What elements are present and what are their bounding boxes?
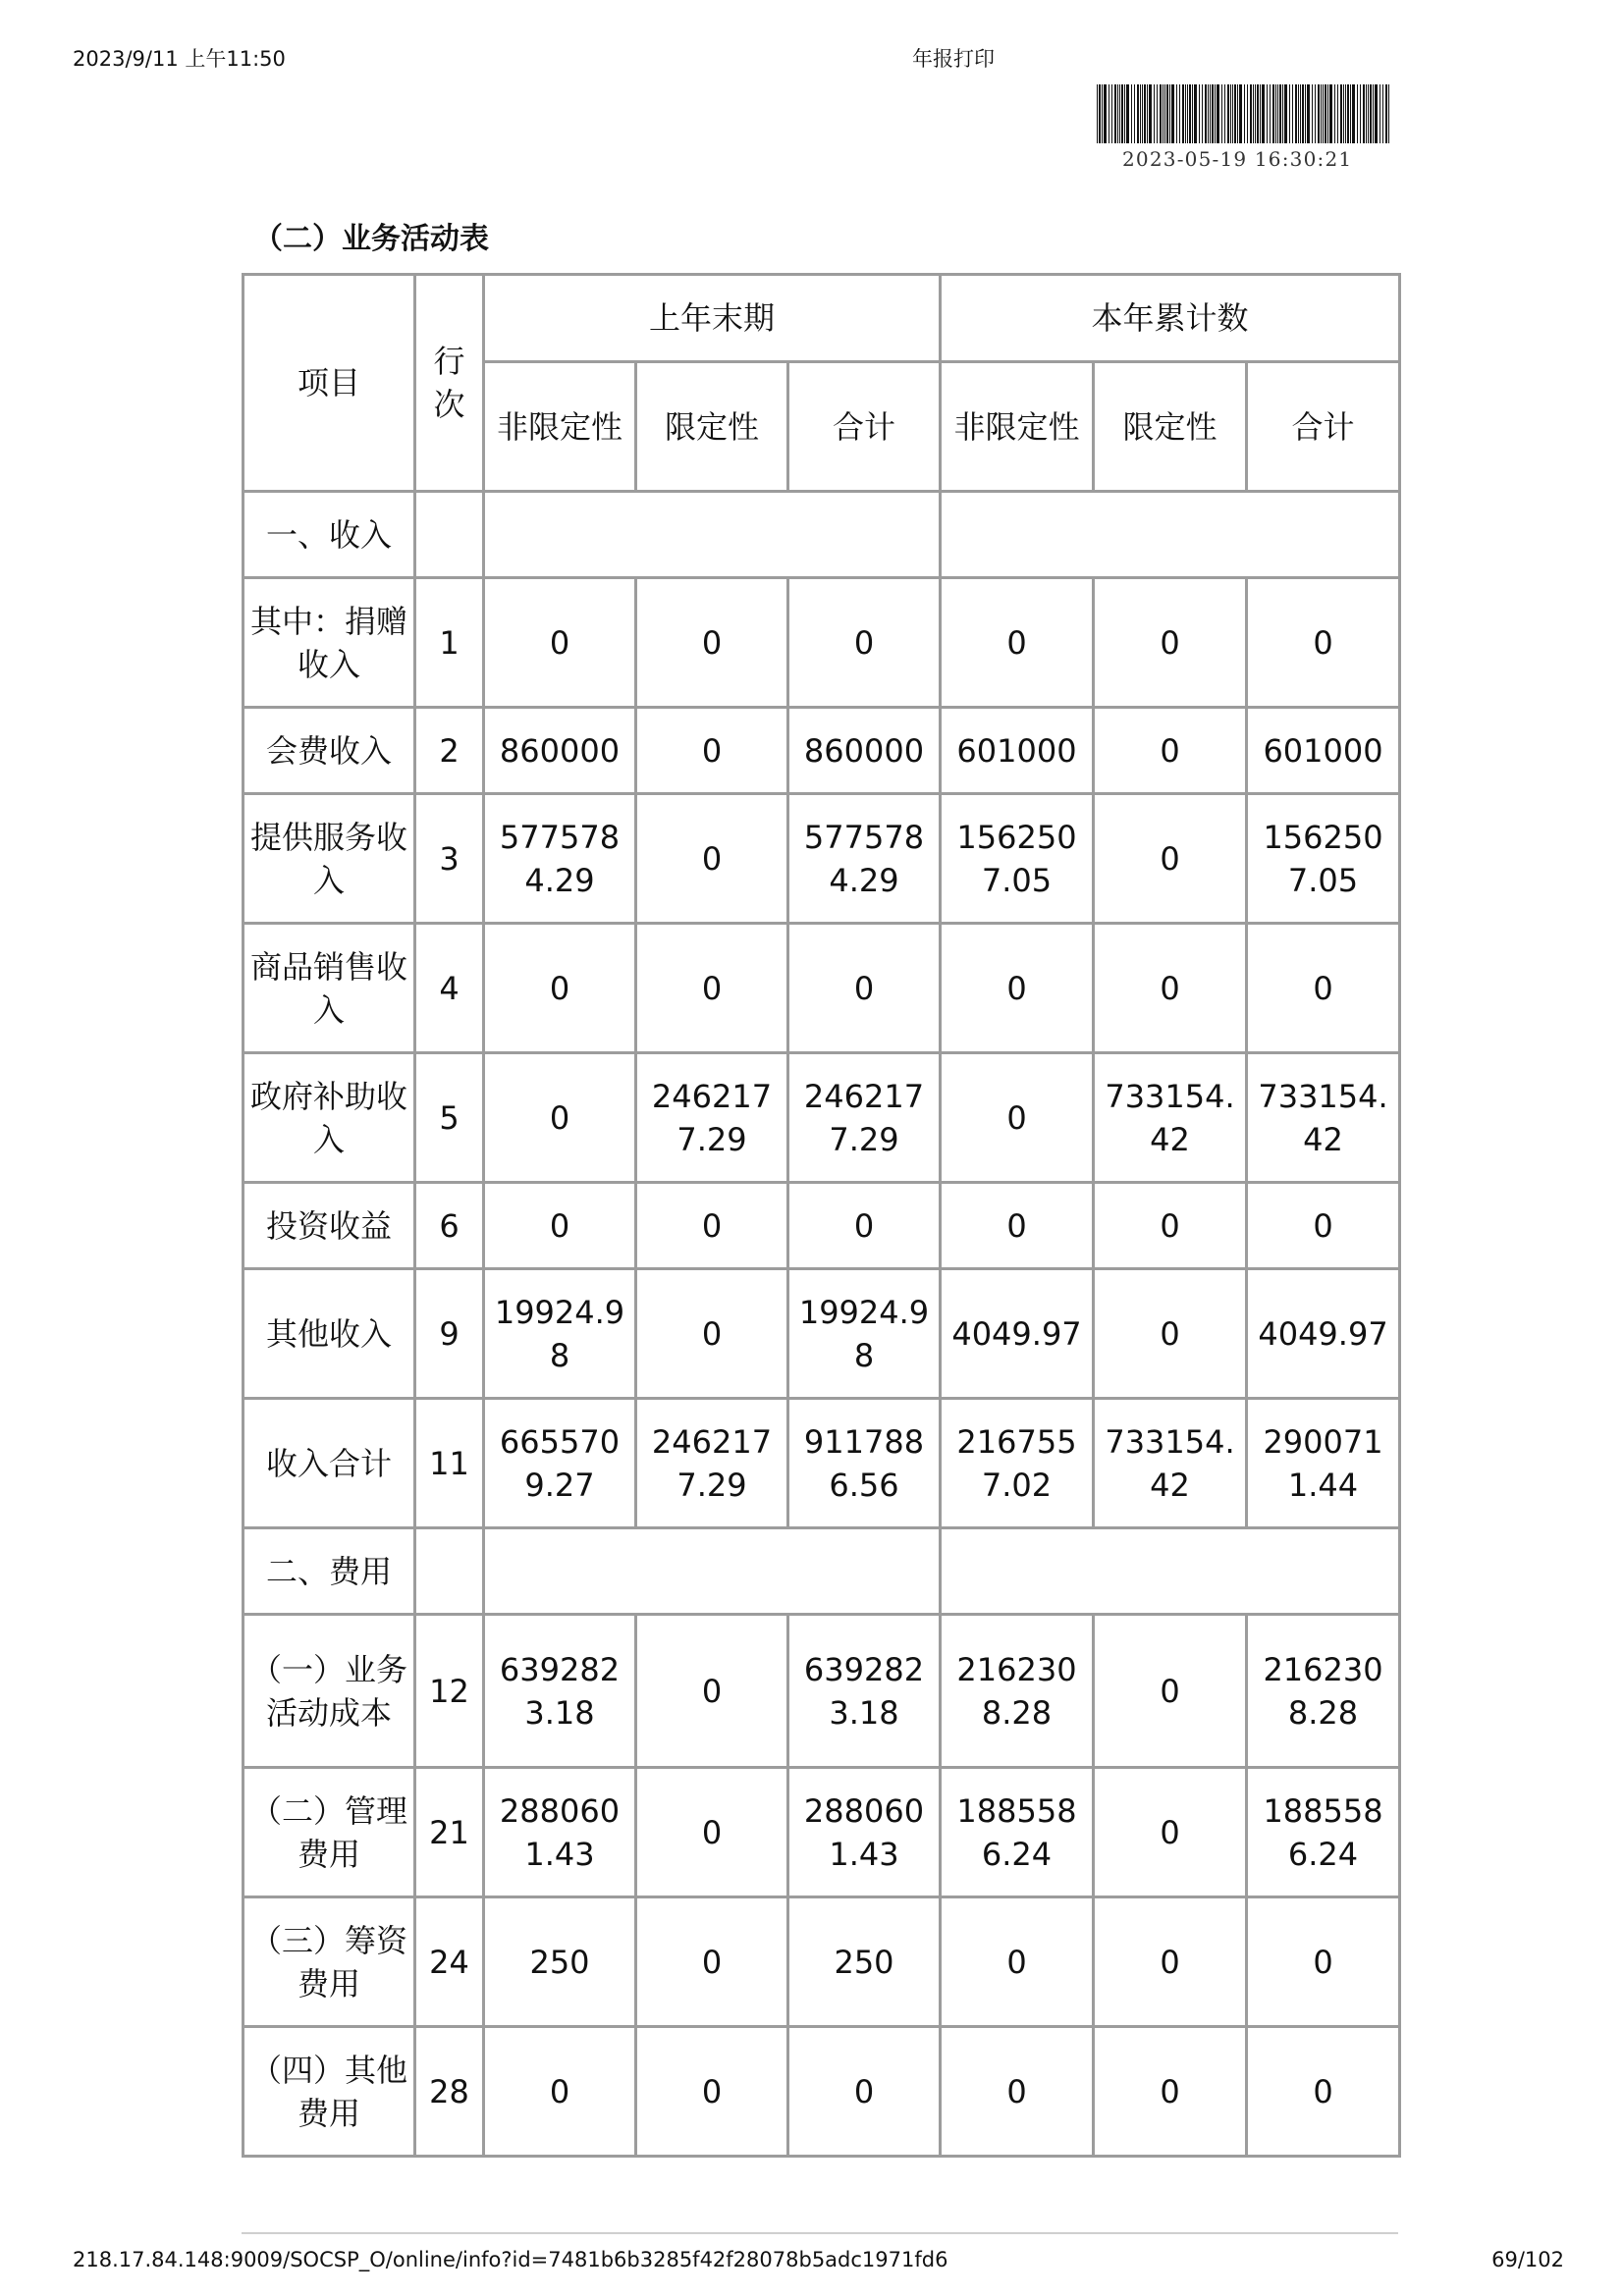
item-label: （二）管理费用: [243, 1768, 415, 1897]
header-item: 项目: [243, 275, 415, 492]
value-cell: 4049.97: [1247, 1269, 1400, 1399]
header-prev-restricted: 限定性: [636, 362, 788, 492]
value-cell: 0: [1247, 2027, 1400, 2157]
barcode-bar: [1325, 84, 1326, 143]
item-label: 会费收入: [243, 708, 415, 794]
barcode-bar: [1255, 84, 1256, 143]
value-cell: 2900711.44: [1247, 1399, 1400, 1528]
item-label: 投资收益: [243, 1183, 415, 1269]
value-cell: 0: [1094, 1269, 1247, 1399]
value-cell: 0: [788, 1183, 941, 1269]
barcode-bar: [1104, 84, 1107, 143]
table-row: [243, 1053, 1400, 1183]
value-cell: 0: [636, 1768, 788, 1897]
value-cell: 6392823.18: [788, 1615, 941, 1768]
item-label: 政府补助收入: [243, 1053, 415, 1183]
value-cell: 250: [788, 1897, 941, 2027]
barcode-bar: [1210, 84, 1211, 143]
header-current-period: 本年累计数: [941, 275, 1400, 362]
barcode-bar: [1329, 84, 1332, 143]
barcode-bar: [1097, 84, 1098, 143]
item-label: （一）业务活动成本: [243, 1615, 415, 1768]
value-cell: 860000: [788, 708, 941, 794]
row-number: 12: [415, 1615, 484, 1768]
barcode-bar: [1327, 84, 1328, 143]
value-cell: 2162308.28: [941, 1615, 1094, 1768]
barcode-bar: [1224, 84, 1225, 143]
barcode-bar: [1176, 84, 1177, 143]
row-number: 28: [415, 2027, 484, 2157]
header-prev-period: 上年末期: [484, 275, 941, 362]
item-label: 收入合计: [243, 1399, 415, 1528]
table-row: [243, 708, 1400, 794]
value-cell: 0: [1094, 1897, 1247, 2027]
value-cell: 19924.98: [788, 1269, 941, 1399]
value-cell: 2880601.43: [788, 1768, 941, 1897]
barcode-bar: [1114, 84, 1116, 143]
value-cell: 0: [636, 1183, 788, 1269]
barcode-bar: [1260, 84, 1261, 143]
barcode-bar: [1208, 84, 1209, 143]
barcode-bar: [1192, 84, 1193, 143]
row-number: [415, 1528, 484, 1615]
item-label: 其中：捐赠收入: [243, 578, 415, 708]
value-cell: 0: [1247, 1183, 1400, 1269]
barcode-bar: [1366, 84, 1367, 143]
header-cur-restricted: 限定性: [1094, 362, 1247, 492]
value-cell: 5775784.29: [788, 794, 941, 924]
value-cell: 0: [788, 578, 941, 708]
value-cell: 0: [1094, 708, 1247, 794]
value-cell: 0: [636, 1269, 788, 1399]
barcode-bar: [1385, 84, 1387, 143]
table-row: [243, 924, 1400, 1053]
barcode-bar: [1302, 84, 1304, 143]
header-cur-total: 合计: [1247, 362, 1400, 492]
footer-url: 218.17.84.148:9009/SOCSP_O/online/info?id=7481b6b3285f42f28078b5adc1971fd6: [73, 2248, 948, 2271]
table-row: [243, 1399, 1400, 1528]
value-cell: 733154.42: [1094, 1053, 1247, 1183]
barcode-bar: [1305, 84, 1306, 143]
barcode-bar: [1247, 84, 1248, 143]
barcode-bar: [1221, 84, 1222, 143]
barcode-bar: [1360, 84, 1361, 143]
barcode-bar: [1199, 84, 1200, 143]
barcode-bar: [1334, 84, 1335, 143]
barcode-bar: [1315, 84, 1316, 143]
barcode-bar: [1275, 84, 1276, 143]
value-cell: 2462177.29: [788, 1053, 941, 1183]
print-title: 年报打印: [912, 47, 995, 71]
value-cell: 1885586.24: [1247, 1768, 1400, 1897]
barcode-bar: [1144, 84, 1146, 143]
barcode-bar: [1295, 84, 1297, 143]
barcode-bar: [1205, 84, 1207, 143]
barcode-bar: [1182, 84, 1184, 143]
header-prev-unrestricted: 非限定性: [484, 362, 636, 492]
value-cell: 0: [941, 1183, 1094, 1269]
value-cell: 0: [941, 578, 1094, 708]
value-cell: 0: [941, 924, 1094, 1053]
barcode-bar: [1119, 84, 1120, 143]
page-number: 69/102: [1491, 2248, 1564, 2271]
header-cur-unrestricted: 非限定性: [941, 362, 1094, 492]
barcode-bar: [1154, 84, 1155, 143]
barcode-bar: [1179, 84, 1180, 143]
section-row: [243, 492, 1400, 578]
barcode-bar: [1250, 84, 1252, 143]
barcode-bar: [1289, 84, 1290, 143]
value-cell: 5775784.29: [484, 794, 636, 924]
section-row: [243, 1528, 1400, 1615]
table-row: [243, 2027, 1400, 2157]
barcode-bar: [1194, 84, 1197, 143]
value-cell: 733154.42: [1247, 1053, 1400, 1183]
value-cell: 0: [1247, 578, 1400, 708]
value-cell: 0: [941, 2027, 1094, 2157]
barcode-bar: [1126, 84, 1129, 143]
value-cell: 0: [636, 1897, 788, 2027]
barcode-bar: [1267, 84, 1268, 143]
value-cell: 19924.98: [484, 1269, 636, 1399]
barcode-bar: [1347, 84, 1349, 143]
value-cell: 0: [1094, 2027, 1247, 2157]
barcode-bar: [1292, 84, 1293, 143]
barcode-bar: [1227, 84, 1229, 143]
row-number: 2: [415, 708, 484, 794]
value-cell: 9117886.56: [788, 1399, 941, 1528]
value-cell: 250: [484, 1897, 636, 2027]
item-label: 其他收入: [243, 1269, 415, 1399]
row-number: 4: [415, 924, 484, 1053]
value-cell: 2167557.02: [941, 1399, 1094, 1528]
value-cell: 0: [484, 924, 636, 1053]
empty-cell: [484, 492, 941, 578]
barcode-bar: [1253, 84, 1254, 143]
barcode-bar: [1279, 84, 1281, 143]
barcode-bar: [1121, 84, 1123, 143]
value-cell: 2880601.43: [484, 1768, 636, 1897]
barcode-bar: [1166, 84, 1168, 143]
barcode-bar: [1282, 84, 1283, 143]
value-cell: 0: [941, 1053, 1094, 1183]
barcode-bar: [1375, 84, 1378, 143]
row-number: [415, 492, 484, 578]
barcode-bar: [1337, 84, 1338, 143]
barcode-bar: [1345, 84, 1346, 143]
value-cell: 0: [941, 1897, 1094, 2027]
barcode-image: [1097, 84, 1391, 143]
barcode-bar: [1257, 84, 1259, 143]
value-cell: 0: [788, 924, 941, 1053]
barcode-bar: [1352, 84, 1355, 143]
barcode-bar: [1307, 84, 1310, 143]
barcode-bar: [1134, 84, 1135, 143]
value-cell: 0: [636, 708, 788, 794]
barcode-bar: [1230, 84, 1231, 143]
value-cell: 1562507.05: [941, 794, 1094, 924]
row-number: 5: [415, 1053, 484, 1183]
barcode-bar: [1373, 84, 1374, 143]
value-cell: 0: [1247, 924, 1400, 1053]
value-cell: 0: [484, 2027, 636, 2157]
barcode-bar: [1312, 84, 1313, 143]
barcode-bar: [1270, 84, 1271, 143]
barcode-bar: [1157, 84, 1158, 143]
barcode-bar: [1142, 84, 1143, 143]
barcode-bar: [1147, 84, 1148, 143]
barcode-bar: [1202, 84, 1203, 143]
barcode-bar: [1382, 84, 1383, 143]
barcode-bar: [1217, 84, 1219, 143]
barcode-bar: [1189, 84, 1191, 143]
barcode-bar: [1323, 84, 1324, 143]
value-cell: 0: [788, 2027, 941, 2157]
value-cell: 0: [636, 794, 788, 924]
header-prev-total: 合计: [788, 362, 941, 492]
barcode-bar: [1117, 84, 1118, 143]
barcode-bar: [1131, 84, 1132, 143]
value-cell: 0: [484, 1183, 636, 1269]
item-label: （三）筹资费用: [243, 1897, 415, 2027]
value-cell: 733154.42: [1094, 1399, 1247, 1528]
barcode-bar: [1171, 84, 1174, 143]
row-number: 9: [415, 1269, 484, 1399]
barcode-bar: [1185, 84, 1186, 143]
barcode-bar: [1232, 84, 1233, 143]
value-cell: 6655709.27: [484, 1399, 636, 1528]
barcode-bar: [1277, 84, 1278, 143]
value-cell: 4049.97: [941, 1269, 1094, 1399]
row-number: 3: [415, 794, 484, 924]
value-cell: 601000: [941, 708, 1094, 794]
empty-cell: [941, 1528, 1400, 1615]
value-cell: 0: [1247, 1897, 1400, 2027]
row-number: 24: [415, 1897, 484, 2027]
barcode-bar: [1262, 84, 1265, 143]
value-cell: 0: [636, 2027, 788, 2157]
value-cell: 0: [484, 1053, 636, 1183]
value-cell: 1562507.05: [1247, 794, 1400, 924]
value-cell: 2162308.28: [1247, 1615, 1400, 1768]
empty-cell: [941, 492, 1400, 578]
row-number: 1: [415, 578, 484, 708]
row-number: 11: [415, 1399, 484, 1528]
barcode-bar: [1284, 84, 1287, 143]
table-row: [243, 578, 1400, 708]
barcode-bar: [1140, 84, 1141, 143]
value-cell: 860000: [484, 708, 636, 794]
barcode-bar: [1099, 84, 1101, 143]
table-row: [243, 1897, 1400, 2027]
table-row: [243, 1615, 1400, 1768]
header-row-no: 行次: [415, 275, 484, 492]
table-row: [243, 1183, 1400, 1269]
barcode-bar: [1212, 84, 1214, 143]
value-cell: 0: [1094, 578, 1247, 708]
barcode-bar: [1164, 84, 1165, 143]
barcode-bar: [1343, 84, 1344, 143]
value-cell: 0: [1094, 1615, 1247, 1768]
barcode-bar: [1237, 84, 1238, 143]
barcode-bar: [1368, 84, 1369, 143]
barcode-bar: [1149, 84, 1152, 143]
value-cell: 0: [636, 924, 788, 1053]
barcode-bar: [1272, 84, 1274, 143]
footer-divider: [242, 2232, 1398, 2234]
barcode-bar: [1300, 84, 1301, 143]
item-label: 商品销售收入: [243, 924, 415, 1053]
barcode-bar: [1340, 84, 1342, 143]
value-cell: 2462177.29: [636, 1053, 788, 1183]
barcode-bar: [1234, 84, 1236, 143]
barcode-bar: [1187, 84, 1188, 143]
value-cell: 0: [1094, 1183, 1247, 1269]
barcode-bar: [1239, 84, 1242, 143]
item-label: 提供服务收入: [243, 794, 415, 924]
barcode-bar: [1137, 84, 1139, 143]
row-number: 6: [415, 1183, 484, 1269]
value-cell: 2462177.29: [636, 1399, 788, 1528]
table-row: [243, 1269, 1400, 1399]
value-cell: 0: [636, 1615, 788, 1768]
value-cell: 601000: [1247, 708, 1400, 794]
barcode-bar: [1215, 84, 1216, 143]
barcode-bar: [1160, 84, 1162, 143]
activity-table: [242, 273, 1401, 2158]
barcode-bar: [1363, 84, 1365, 143]
barcode-bar: [1111, 84, 1112, 143]
item-label: （四）其他费用: [243, 2027, 415, 2157]
table-row: [243, 794, 1400, 924]
barcode-bar: [1321, 84, 1322, 143]
value-cell: 1885586.24: [941, 1768, 1094, 1897]
barcode-bar: [1124, 84, 1125, 143]
item-label: 二、费用: [243, 1528, 415, 1615]
print-datetime: 2023/9/11 上午11:50: [73, 47, 286, 71]
value-cell: 0: [1094, 1768, 1247, 1897]
item-label: 一、收入: [243, 492, 415, 578]
barcode-bar: [1370, 84, 1372, 143]
section-title: （二）业务活动表: [253, 222, 489, 256]
table-row: [243, 1768, 1400, 1897]
value-cell: 0: [1094, 924, 1247, 1053]
barcode-bar: [1350, 84, 1351, 143]
value-cell: 0: [484, 578, 636, 708]
value-cell: 6392823.18: [484, 1615, 636, 1768]
value-cell: 0: [1094, 794, 1247, 924]
barcode-bar: [1102, 84, 1103, 143]
barcode-bar: [1244, 84, 1245, 143]
value-cell: 0: [636, 578, 788, 708]
barcode-bar: [1357, 84, 1358, 143]
barcode-timestamp: 2023-05-19 16:30:21: [1122, 147, 1353, 171]
barcode-bar: [1388, 84, 1389, 143]
empty-cell: [484, 1528, 941, 1615]
row-number: 21: [415, 1768, 484, 1897]
barcode-bar: [1318, 84, 1320, 143]
barcode-bar: [1298, 84, 1299, 143]
barcode-bar: [1169, 84, 1170, 143]
